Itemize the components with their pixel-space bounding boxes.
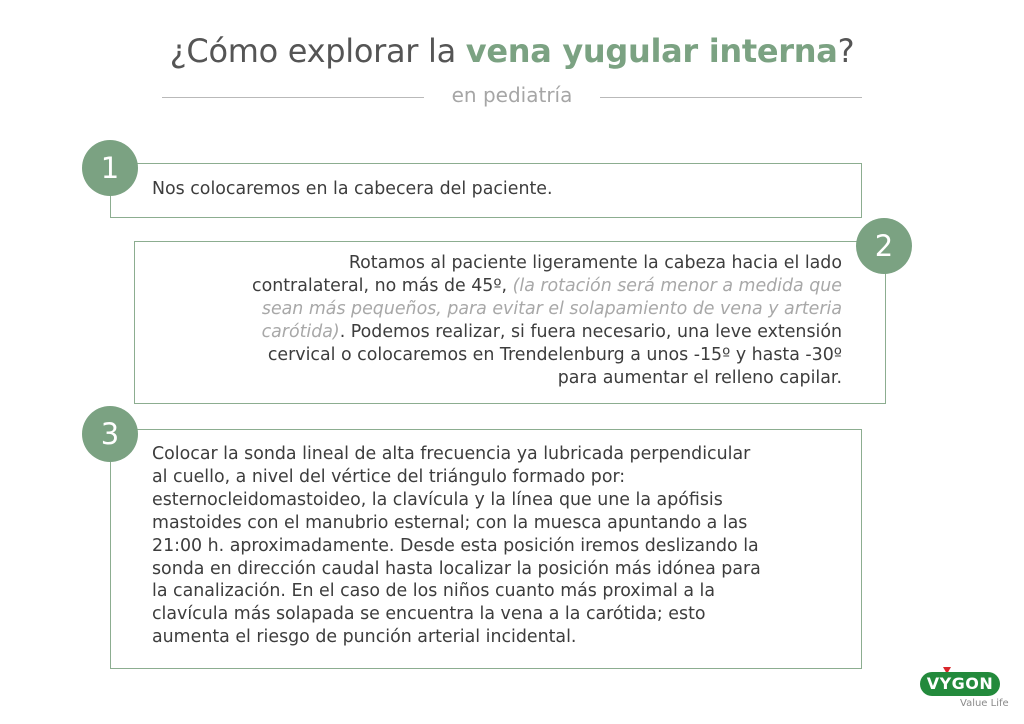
step-2-note-start: (la rotación será menor a medida que xyxy=(512,275,842,296)
step-2-note-middle: sean más pequeños, para evitar el solapamiento de vena y arteria xyxy=(261,298,842,319)
step-2-line-5: cervical o colocaremos en Trendelenburg a unos -15º y hasta -30º xyxy=(267,344,842,365)
step-1-number-badge: 1 xyxy=(82,140,138,196)
title-rule-left xyxy=(162,97,424,98)
step-2-line-1: Rotamos al paciente ligeramente la cabeza hacia el lado xyxy=(348,253,842,273)
title-rule-right xyxy=(600,97,862,98)
brand-tagline: Value Life xyxy=(960,698,1009,709)
step-3-line: al cuello, a nivel del vértice del triángulo formado por: xyxy=(152,466,626,487)
step-2-text xyxy=(150,252,842,389)
step-3-line: esternocleidomastoideo, la clavícula y la línea que une la apófisis xyxy=(152,489,723,510)
step-3-line: sonda en dirección caudal hasta localizar la posición más idónea para xyxy=(152,558,761,579)
page-subtitle: en pediatría xyxy=(451,83,573,107)
step-2-note-end: carótida) xyxy=(261,321,340,342)
vygon-logo: VYGON xyxy=(920,672,1000,696)
step-3-text xyxy=(152,443,852,649)
step-3-line: 21:00 h. aproximadamente. Desde esta posición iremos deslizando la xyxy=(152,535,759,556)
title-suffix: ? xyxy=(837,32,855,70)
step-1-text: Nos colocaremos en la cabecera del paciente. xyxy=(152,179,553,199)
step-2-line-2-main: contralateral, no más de 45º, xyxy=(252,275,513,296)
step-3-line: Colocar la sonda lineal de alta frecuencia ya lubricada perpendicular xyxy=(152,444,751,464)
step-2-number-badge: 2 xyxy=(856,218,912,274)
step-3-line: clavícula más solapada se encuentra la vena a la carótida; esto xyxy=(152,604,706,625)
step-3-line: la canalización. En el caso de los niños cuanto más proximal a la xyxy=(152,581,716,602)
page-title xyxy=(0,32,1024,70)
step-2-line-4 xyxy=(150,321,842,344)
title-prefix: ¿Cómo explorar la xyxy=(169,32,466,70)
step-3-line: aumenta el riesgo de punción arterial incidental. xyxy=(152,627,577,648)
step-2-line-2 xyxy=(150,275,842,298)
step-3-line: mastoides con el manubrio esternal; con la muesca apuntando a las xyxy=(152,512,748,533)
step-3-number-badge: 3 xyxy=(82,406,138,462)
step-2-line-4-main: . Podemos realizar, si fuera necesario, una leve extensión xyxy=(339,321,842,342)
step-2-line-6: para aumentar el relleno capilar. xyxy=(557,367,842,388)
title-highlight: vena yugular interna xyxy=(465,32,838,70)
